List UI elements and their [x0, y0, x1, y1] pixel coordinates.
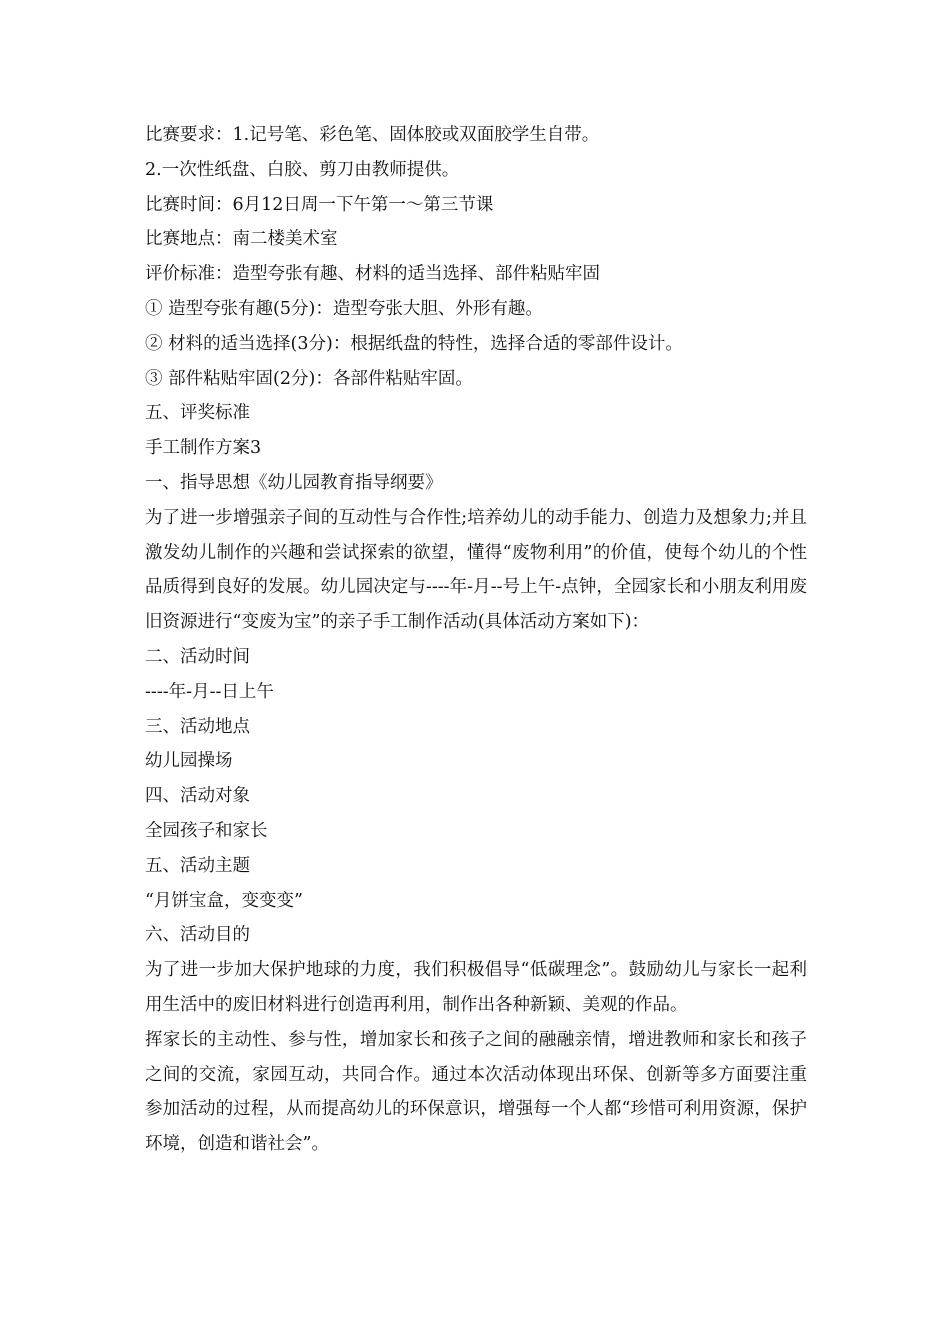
competition-location: 比赛地点：南二楼美术室	[145, 229, 338, 250]
activity-theme: “月饼宝盒，变变变”	[145, 890, 303, 911]
section-heading-guiding-idea: 一、指导思想《幼儿园教育指导纲要》	[145, 472, 443, 493]
section-heading-participants: 四、活动对象	[145, 786, 250, 807]
section-heading-time: 二、活动时间	[145, 646, 250, 667]
criterion-2: ② 材料的适当选择(3分)：根据纸盘的特性，选择合适的零部件设计。	[145, 333, 683, 354]
paragraph-objective-1: 为了进一步加大保护地球的力度，我们积极倡导“低碳理念”。鼓励幼儿与家长一起利用生活中的废旧材料进行创造再利用，制作出各种新颖、美观的作品。	[145, 960, 807, 1015]
section-heading-theme: 五、活动主题	[145, 855, 250, 876]
competition-time: 比赛时间：6月12日周一下午第一～第三节课	[145, 194, 494, 215]
activity-participants: 全园孩子和家长	[145, 820, 268, 841]
section-heading-location: 三、活动地点	[145, 716, 250, 737]
section-heading-objective: 六、活动目的	[145, 925, 250, 946]
activity-time: ----年-月--日上午	[145, 681, 274, 702]
section-heading-awards: 五、评奖标准	[145, 403, 250, 424]
paragraph-purpose: 为了进一步增强亲子间的互动性与合作性;培养幼儿的动手能力、创造力及想象力;并且激发幼儿制作的兴趣和尝试探索的欲望，懂得“废物利用”的价值，使每个幼儿的个性品质得到良好的发展。幼儿园决定与----年-月--号上午-点钟，全园家长和小朋友利用废旧资源进行“变废为宝”的亲子手工制作活动(具体活动方案如下)：	[145, 507, 807, 633]
competition-requirements: 比赛要求：1.记号笔、彩色笔、固体胶或双面胶学生自带。	[145, 125, 600, 145]
activity-location: 幼儿园操场	[145, 751, 233, 772]
document-page	[145, 118, 807, 1162]
teacher-provided-materials: 2.一次性纸盘、白胶、剪刀由教师提供。	[145, 159, 460, 180]
paragraph-objective-2: 挥家长的主动性、参与性，增加家长和孩子之间的融融亲情，增进教师和家长和孩子之间的交流，家园互动，共同合作。通过本次活动体现出环保、创新等多方面要注重参加活动的过程，从而提高幼儿的环保意识，增强每一个人都“珍惜可利用资源，保护环境，创造和谐社会”。	[145, 1029, 807, 1155]
evaluation-criteria: 评价标准：造型夸张有趣、材料的适当选择、部件粘贴牢固	[145, 264, 600, 285]
criterion-3: ③ 部件粘贴牢固(2分)：各部件粘贴牢固。	[145, 368, 473, 389]
plan-title: 手工制作方案3	[145, 438, 262, 459]
criterion-1: ① 造型夸张有趣(5分)：造型夸张大胆、外形有趣。	[145, 298, 543, 319]
